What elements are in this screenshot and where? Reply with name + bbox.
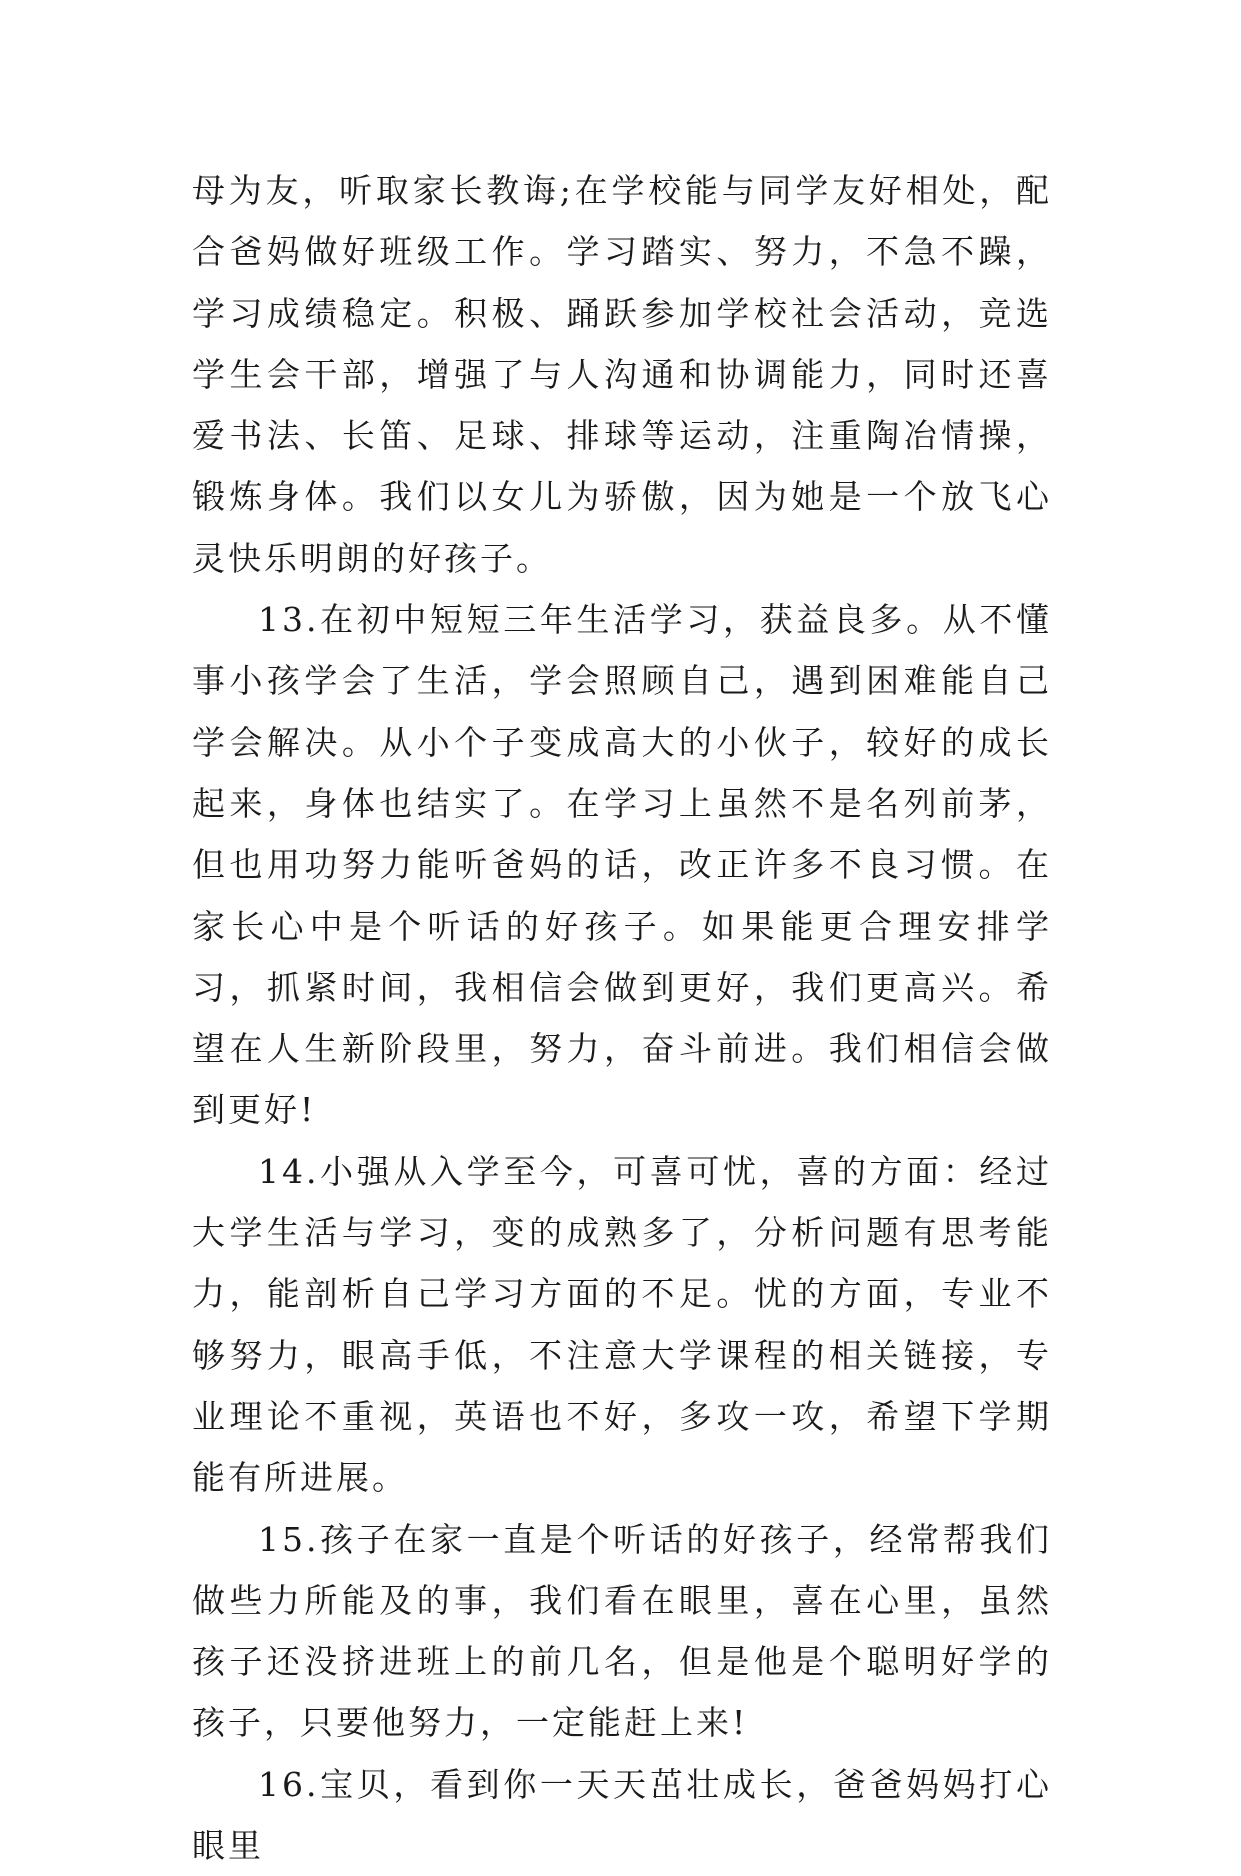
paragraph-continuation: 母为友，听取家长教诲;在学校能与同学友好相处，配合爸妈做好班级工作。学习踏实、努力，不急不躁，学习成绩稳定。积极、踊跃参加学校社会活动，竞选学生会干部，增强了与人沟通和协调能力，同时还喜爱书法、长笛、足球、排球等运动，注重陶冶情操，锻炼身体。我们以女儿为骄傲，因为她是一个放飞心灵快乐明朗的好孩子。 [192, 171, 1052, 578]
paragraph-item-16: 16.宝贝，看到你一天天茁壮成长，爸爸妈妈打心眼里 [192, 1764, 1052, 1866]
paragraph-item-13: 13.在初中短短三年生活学习，获益良多。从不懂事小孩学会了生活，学会照顾自己，遇到困难能自己学会解决。从小个子变成高大的小伙子，较好的成长起来，身体也结实了。在学习上虽然不是名列前茅，但也用功努力能听爸妈的话，改正许多不良习惯。在家长心中是个听话的好孩子。如果能更合理安排学习，抓紧时间，我相信会做到更好，我们更高兴。希望在人生新阶段里，努力，奋斗前进。我们相信会做到更好! [192, 600, 1052, 1130]
paragraph-item-15: 15.孩子在家一直是个听话的好孩子，经常帮我们做些力所能及的事，我们看在眼里，喜在心里，虽然孩子还没挤进班上的前几名，但是他是个聪明好学的孩子，只要他努力，一定能赶上来! [192, 1519, 1052, 1743]
document-body [192, 160, 1052, 1876]
paragraph-item-14: 14.小强从入学至今，可喜可忧，喜的方面：经过大学生活与学习，变的成熟多了，分析问题有思考能力，能剖析自己学习方面的不足。忧的方面，专业不够努力，眼高手低，不注意大学课程的相关链接，专业理论不重视，英语也不好，多攻一攻，希望下学期能有所进展。 [192, 1151, 1052, 1498]
